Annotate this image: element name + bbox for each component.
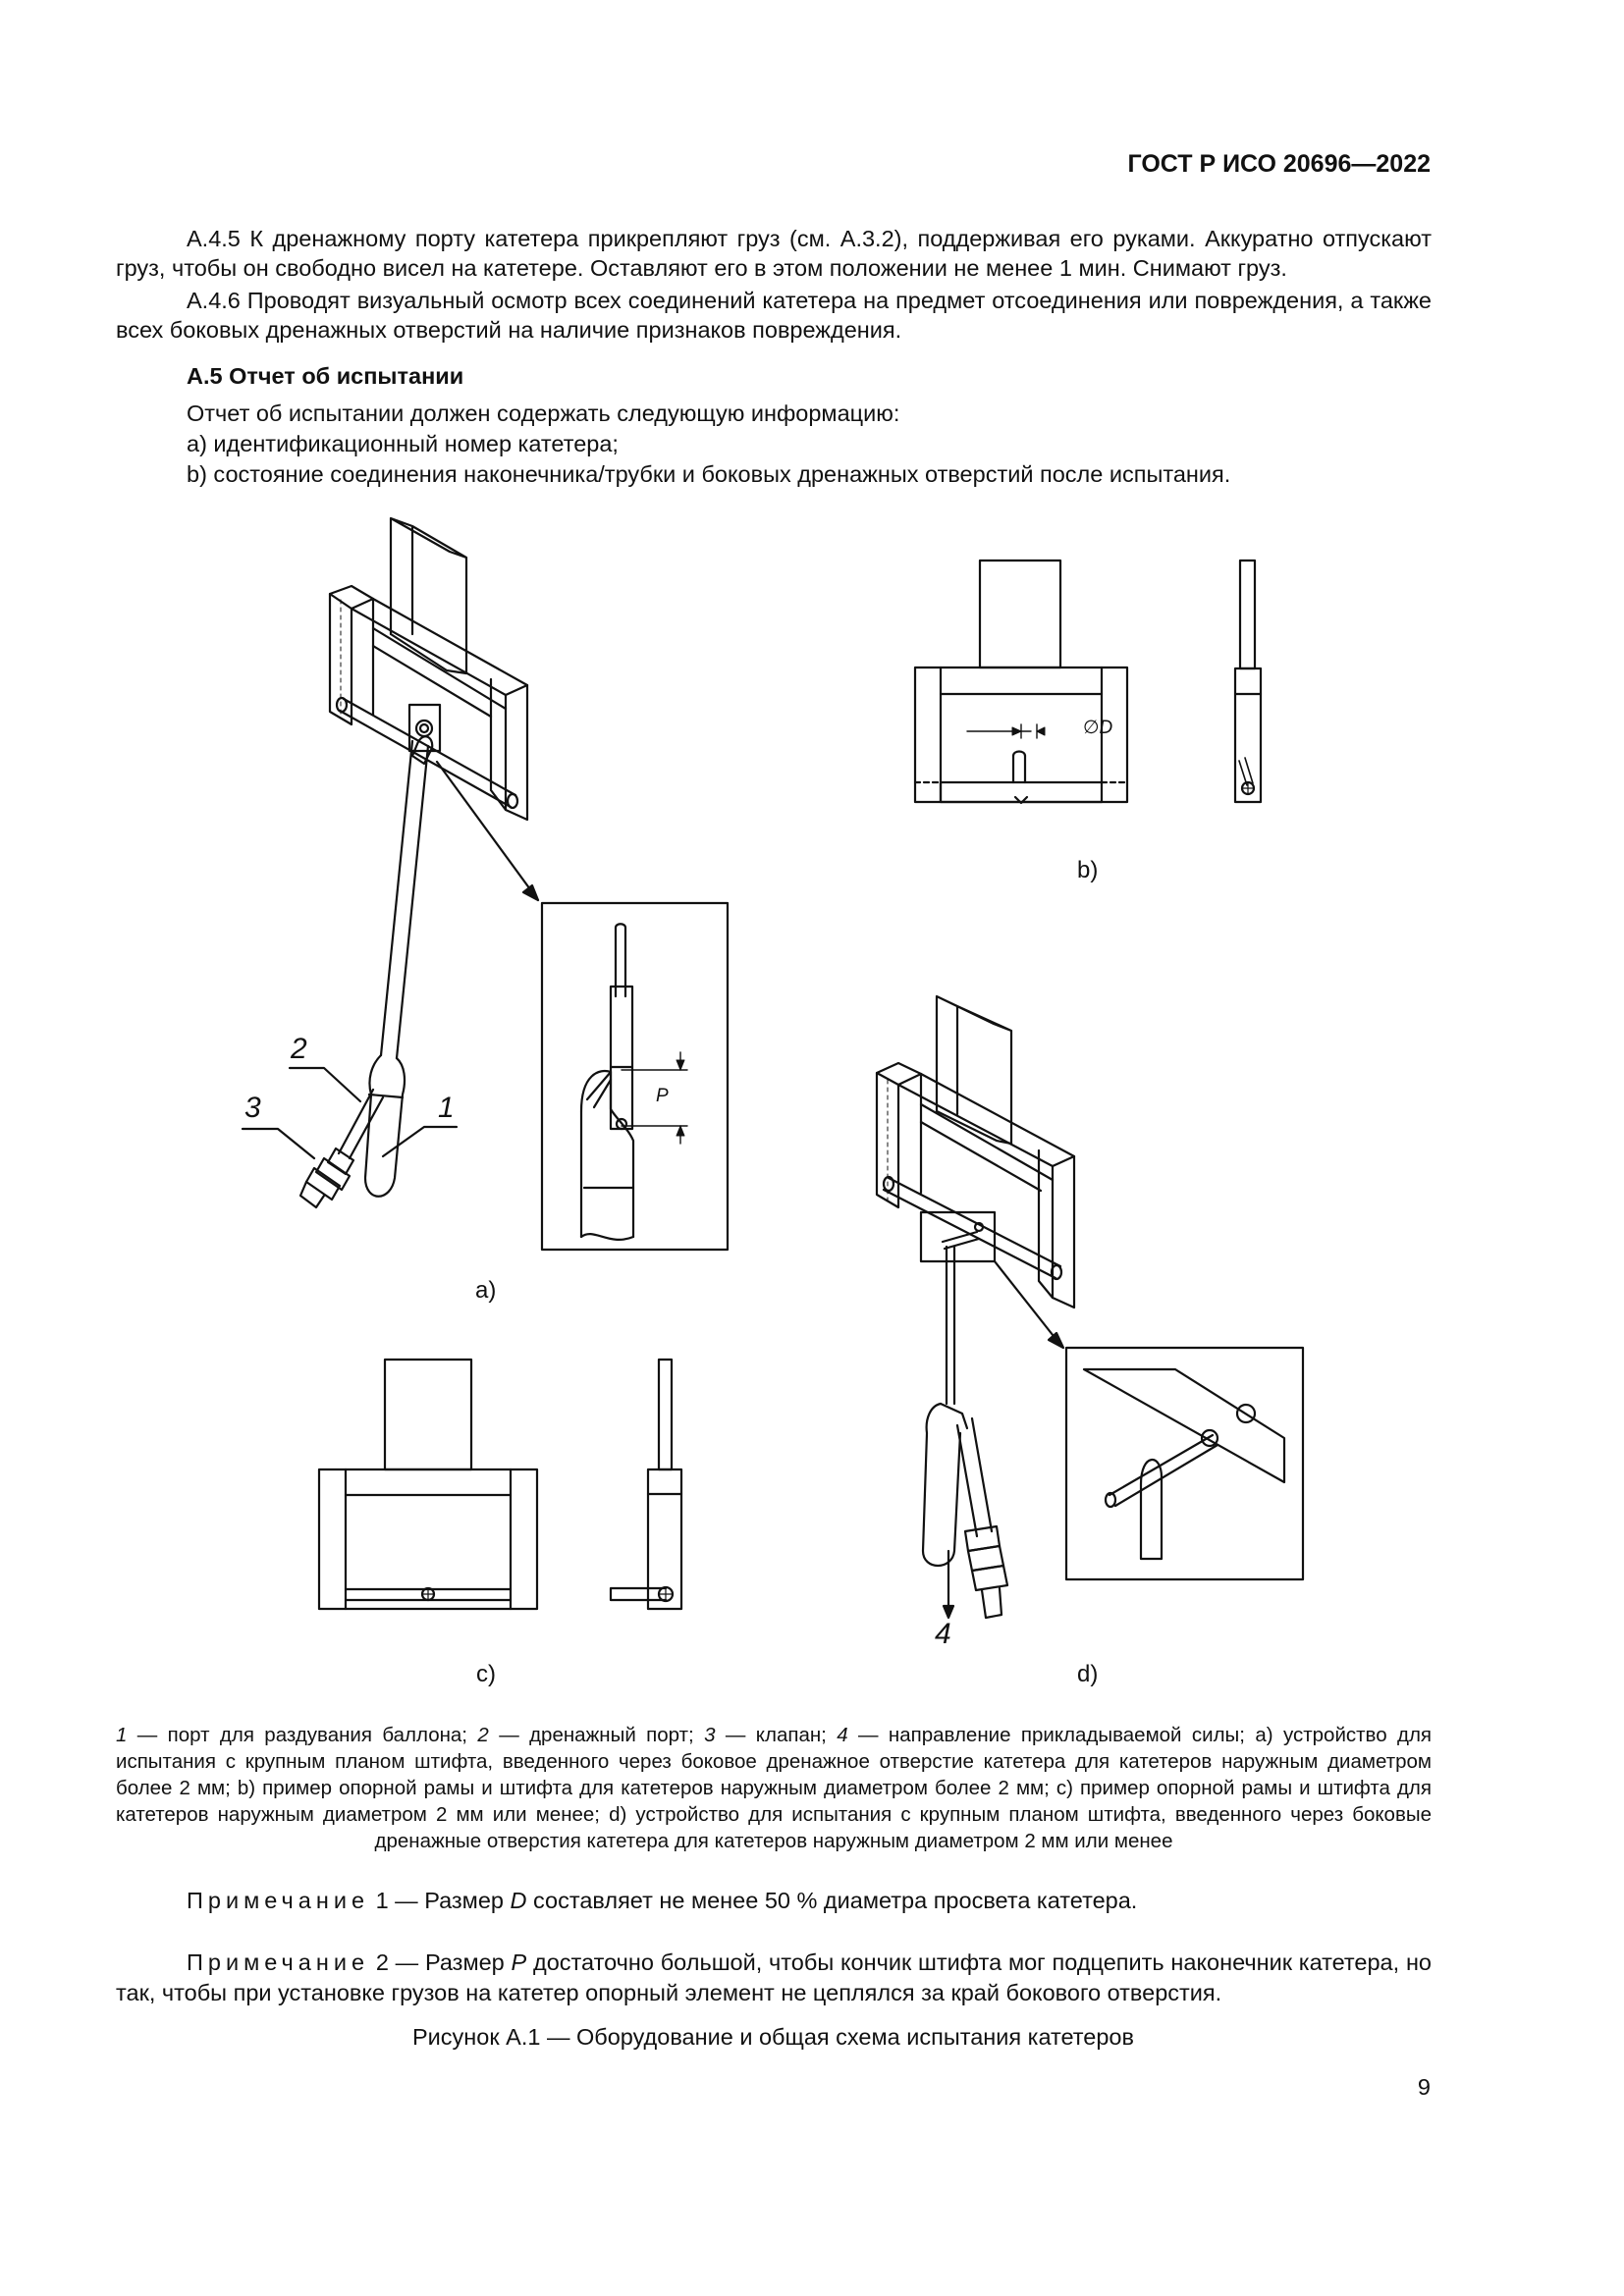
fig-c-frame bbox=[319, 1360, 537, 1609]
note-1: Примечание 1 — Размер D составляет не менее 50 % диаметра просвета катетера. bbox=[187, 1888, 1138, 1913]
paragraph-a46: А.4.6 Проводят визуальный осмотр всех соединений катетера на предмет отсоединения или повреждения, а также всех боковых дренажных отверстий на наличие признаков повреждения. bbox=[116, 288, 1432, 343]
fig-b-side bbox=[1235, 561, 1261, 802]
figure-legend: 1 — порт для раздувания баллона; 2 — дренажный порт; 3 — клапан; 4 — направление прикладываемой силы; a) устройство для испытания с крупным планом штифта, введенного через боковое дренажное отверстие катетера для катетеров наружным диаметром более 2 мм; b) пример опорной рамы и штифта для катетеров наружным диаметром более 2 мм; c) пример опорной рамы и штифта для катетеров наружным диаметром 2 мм или менее; d) устройство для испытания с крупным планом штифта, введенного через боковые дренажные отверстия катетера для катетеров наружным диаметром 2 мм или менее bbox=[116, 1724, 1433, 1852]
figure-caption: Рисунок А.1 — Оборудование и общая схема испытания катетеров bbox=[411, 2024, 1134, 2050]
dimension-d-label: ∅D bbox=[1083, 718, 1113, 738]
fig-a-detail bbox=[542, 903, 728, 1250]
note-2: Примечание 2 — Размер P достаточно большой, чтобы кончик штифта мог подцепить наконечник катетера, но так, чтобы при установке грузов на катетер опорный элемент не цеплялся за край бокового отверстия. bbox=[116, 1949, 1432, 2005]
report-item-a: а) идентификационный номер катетера; bbox=[187, 431, 619, 456]
fig-d-detail bbox=[1066, 1348, 1303, 1579]
callout-2: 2 bbox=[291, 1033, 307, 1065]
fig-b-frame bbox=[915, 561, 1127, 803]
callout-4: 4 bbox=[935, 1618, 951, 1650]
page-number: 9 bbox=[1417, 2074, 1431, 2100]
subfigure-c-label: c) bbox=[476, 1661, 496, 1687]
fig-d-apparatus bbox=[877, 996, 1074, 1618]
callout-1: 1 bbox=[438, 1092, 455, 1124]
subfigure-b-label: b) bbox=[1077, 857, 1099, 883]
dimension-p-label: P bbox=[656, 1086, 669, 1106]
subfigure-a-label: a) bbox=[475, 1277, 497, 1304]
subfigure-d-label: d) bbox=[1077, 1661, 1099, 1687]
document-header: ГОСТ Р ИСО 20696—2022 bbox=[1127, 150, 1431, 178]
fig-a-apparatus bbox=[243, 518, 538, 1207]
section-title: А.5 Отчет об испытании bbox=[187, 363, 464, 389]
paragraph-a45: А.4.5 К дренажному порту катетера прикрепляют груз (см. А.3.2), поддерживая его руками. Аккуратно отпускают груз, чтобы он свободно висел на катетере. Оставляют его в этом положении не менее 1 мин. Снимают груз. bbox=[116, 226, 1432, 281]
callout-3: 3 bbox=[244, 1092, 261, 1124]
section-intro: Отчет об испытании должен содержать следующую информацию: bbox=[187, 400, 900, 426]
fig-c-side bbox=[611, 1360, 681, 1609]
report-item-b: b) состояние соединения наконечника/трубки и боковых дренажных отверстий после испытания. bbox=[187, 461, 1231, 487]
